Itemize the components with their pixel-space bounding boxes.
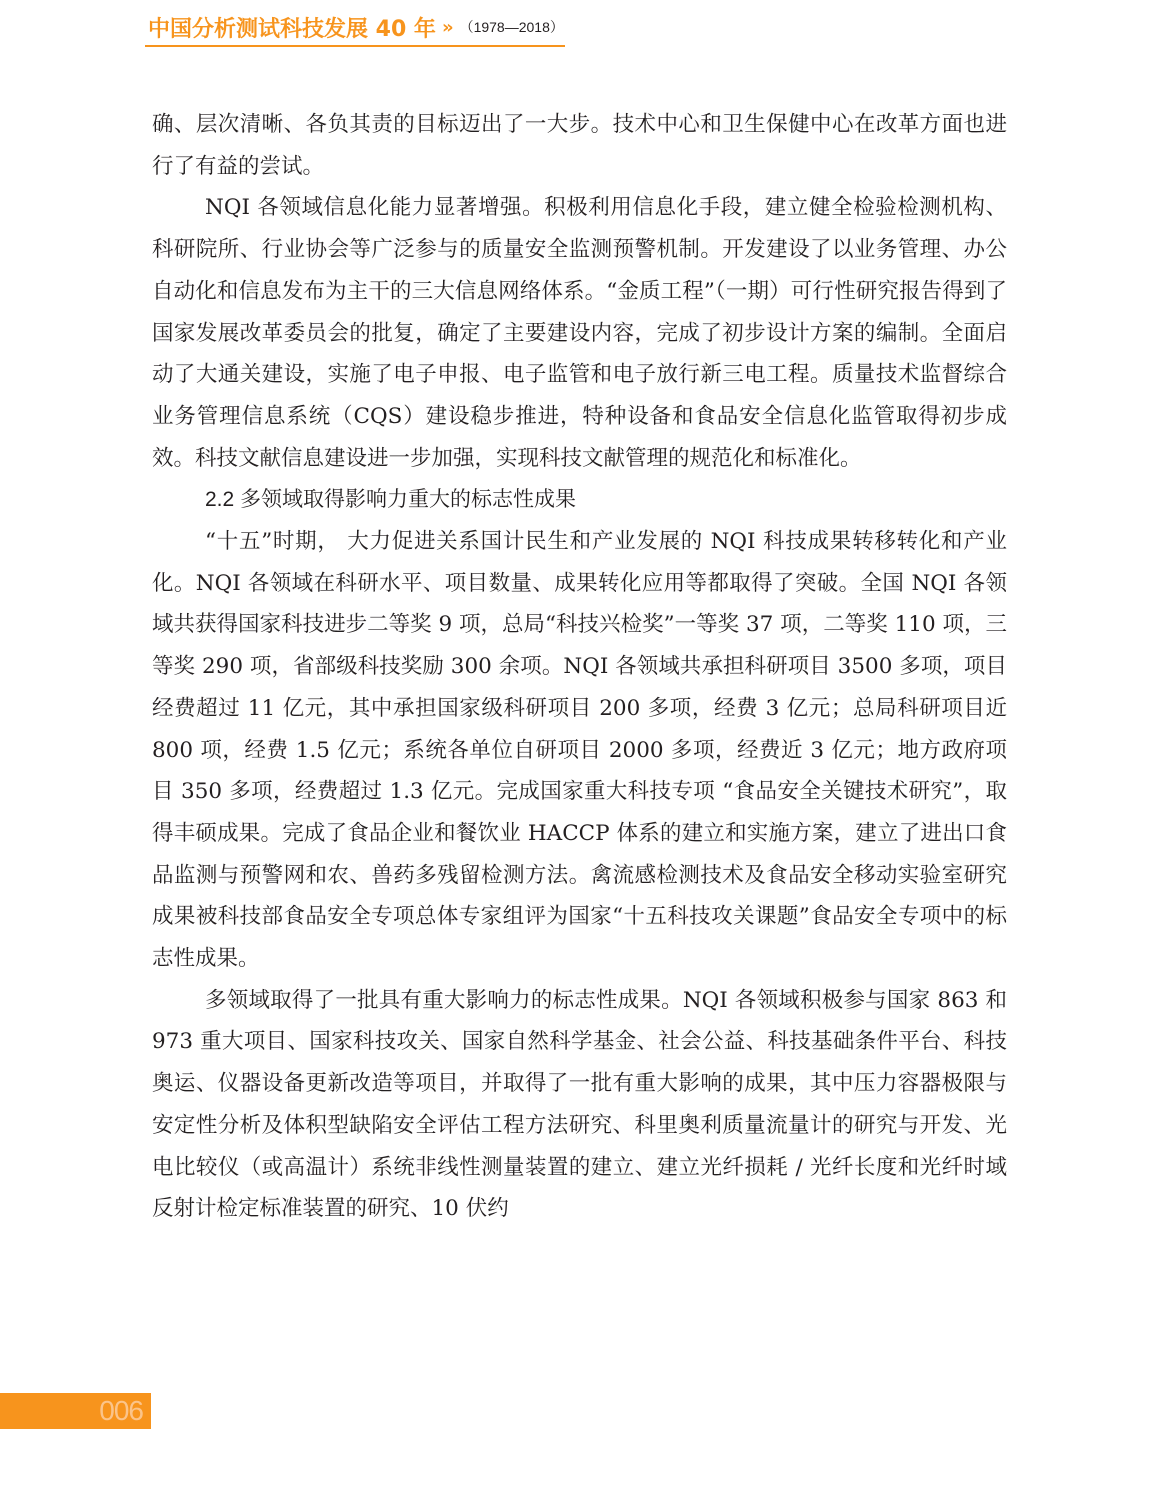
body-text — [152, 104, 1007, 1230]
running-header — [148, 10, 564, 44]
paragraph-tenth-five-year: “十五”时期， 大力促进关系国计民生和产业发展的 NQI 科技成果转移转化和产业化。NQI 各领域在科研水平、项目数量、成果转化应用等都取得了突破。全国 NQI 各领域共获得国家科技进步二等奖 9 项，总局“科技兴检奖”一等奖 37 项，二等奖 110 项，三等奖 290 项，省部级科技奖励 300 余项。NQI 各领域共承担科研项目 3500 多项，项目经费超过 11 亿元，其中承担国家级科研项目 200 多项，经费 3 亿元；总局科研项目近 800 项，经费 1.5 亿元；系统各单位自研项目 2000 多项，经费近 3 亿元；地方政府项目 350 多项，经费超过 1.3 亿元。完成国家重大科技专项 “食品安全关键技术研究”，取得丰硕成果。完成了食品企业和餐饮业 HACCP 体系的建立和实施方案，建立了进出口食品监测与预警网和农、兽药多残留检测方法。禽流感检测技术及食品安全移动实验室研究成果被科技部食品安全专项总体专家组评为国家“十五科技攻关课题”食品安全专项中的标志性成果。 — [152, 529, 1007, 972]
header-rule — [145, 45, 565, 47]
section-heading: 2.2 多领域取得影响力重大的标志性成果 — [205, 488, 577, 512]
page-number: 006 — [99, 1395, 143, 1426]
double-chevron-icon: » — [441, 16, 454, 38]
paragraph-informatization: NQI 各领域信息化能力显著增强。积极利用信息化手段，建立健全检验检测机构、科研院所、行业协会等广泛参与的质量安全监测预警机制。开发建设了以业务管理、办公自动化和信息发布为主干的三大信息网络体系。“金质工程”（一期）可行性研究报告得到了国家发展改革委员会的批复，确定了主要建设内容，完成了初步设计方案的编制。全面启动了大通关建设，实施了电子申报、电子监管和电子放行新三电工程。质量技术监督综合业务管理信息系统（CQS）建设稳步推进，特种设备和食品安全信息化监管取得初步成效。科技文献信息建设进一步加强，实现科技文献管理的规范化和标准化。 — [152, 195, 1007, 471]
paragraph-landmark-results: 多领域取得了一批具有重大影响力的标志性成果。NQI 各领域积极参与国家 863 和 973 重大项目、国家科技攻关、国家自然科学基金、社会公益、科技基础条件平台、科技奥运、仪器设备更新改造等项目，并取得了一批有重大影响的成果，其中压力容器极限与安定性分析及体积型缺陷安全评估工程方法研究、科里奥利质量流量计的研究与开发、光电比较仪（或高温计）系统非线性测量装置的建立、建立光纤损耗 / 光纤长度和光纤时域反射计检定标准装置的研究、10 伏约 — [152, 987, 1007, 1222]
page-number-tab — [0, 1393, 151, 1429]
year-range: （1978—2018） — [459, 19, 564, 35]
paragraph-continued: 确、层次清晰、各负其责的目标迈出了一大步。技术中心和卫生保健中心在改革方面也进行了有益的尝试。 — [152, 112, 1007, 179]
book-title: 中国分析测试科技发展 40 年 — [148, 16, 436, 42]
